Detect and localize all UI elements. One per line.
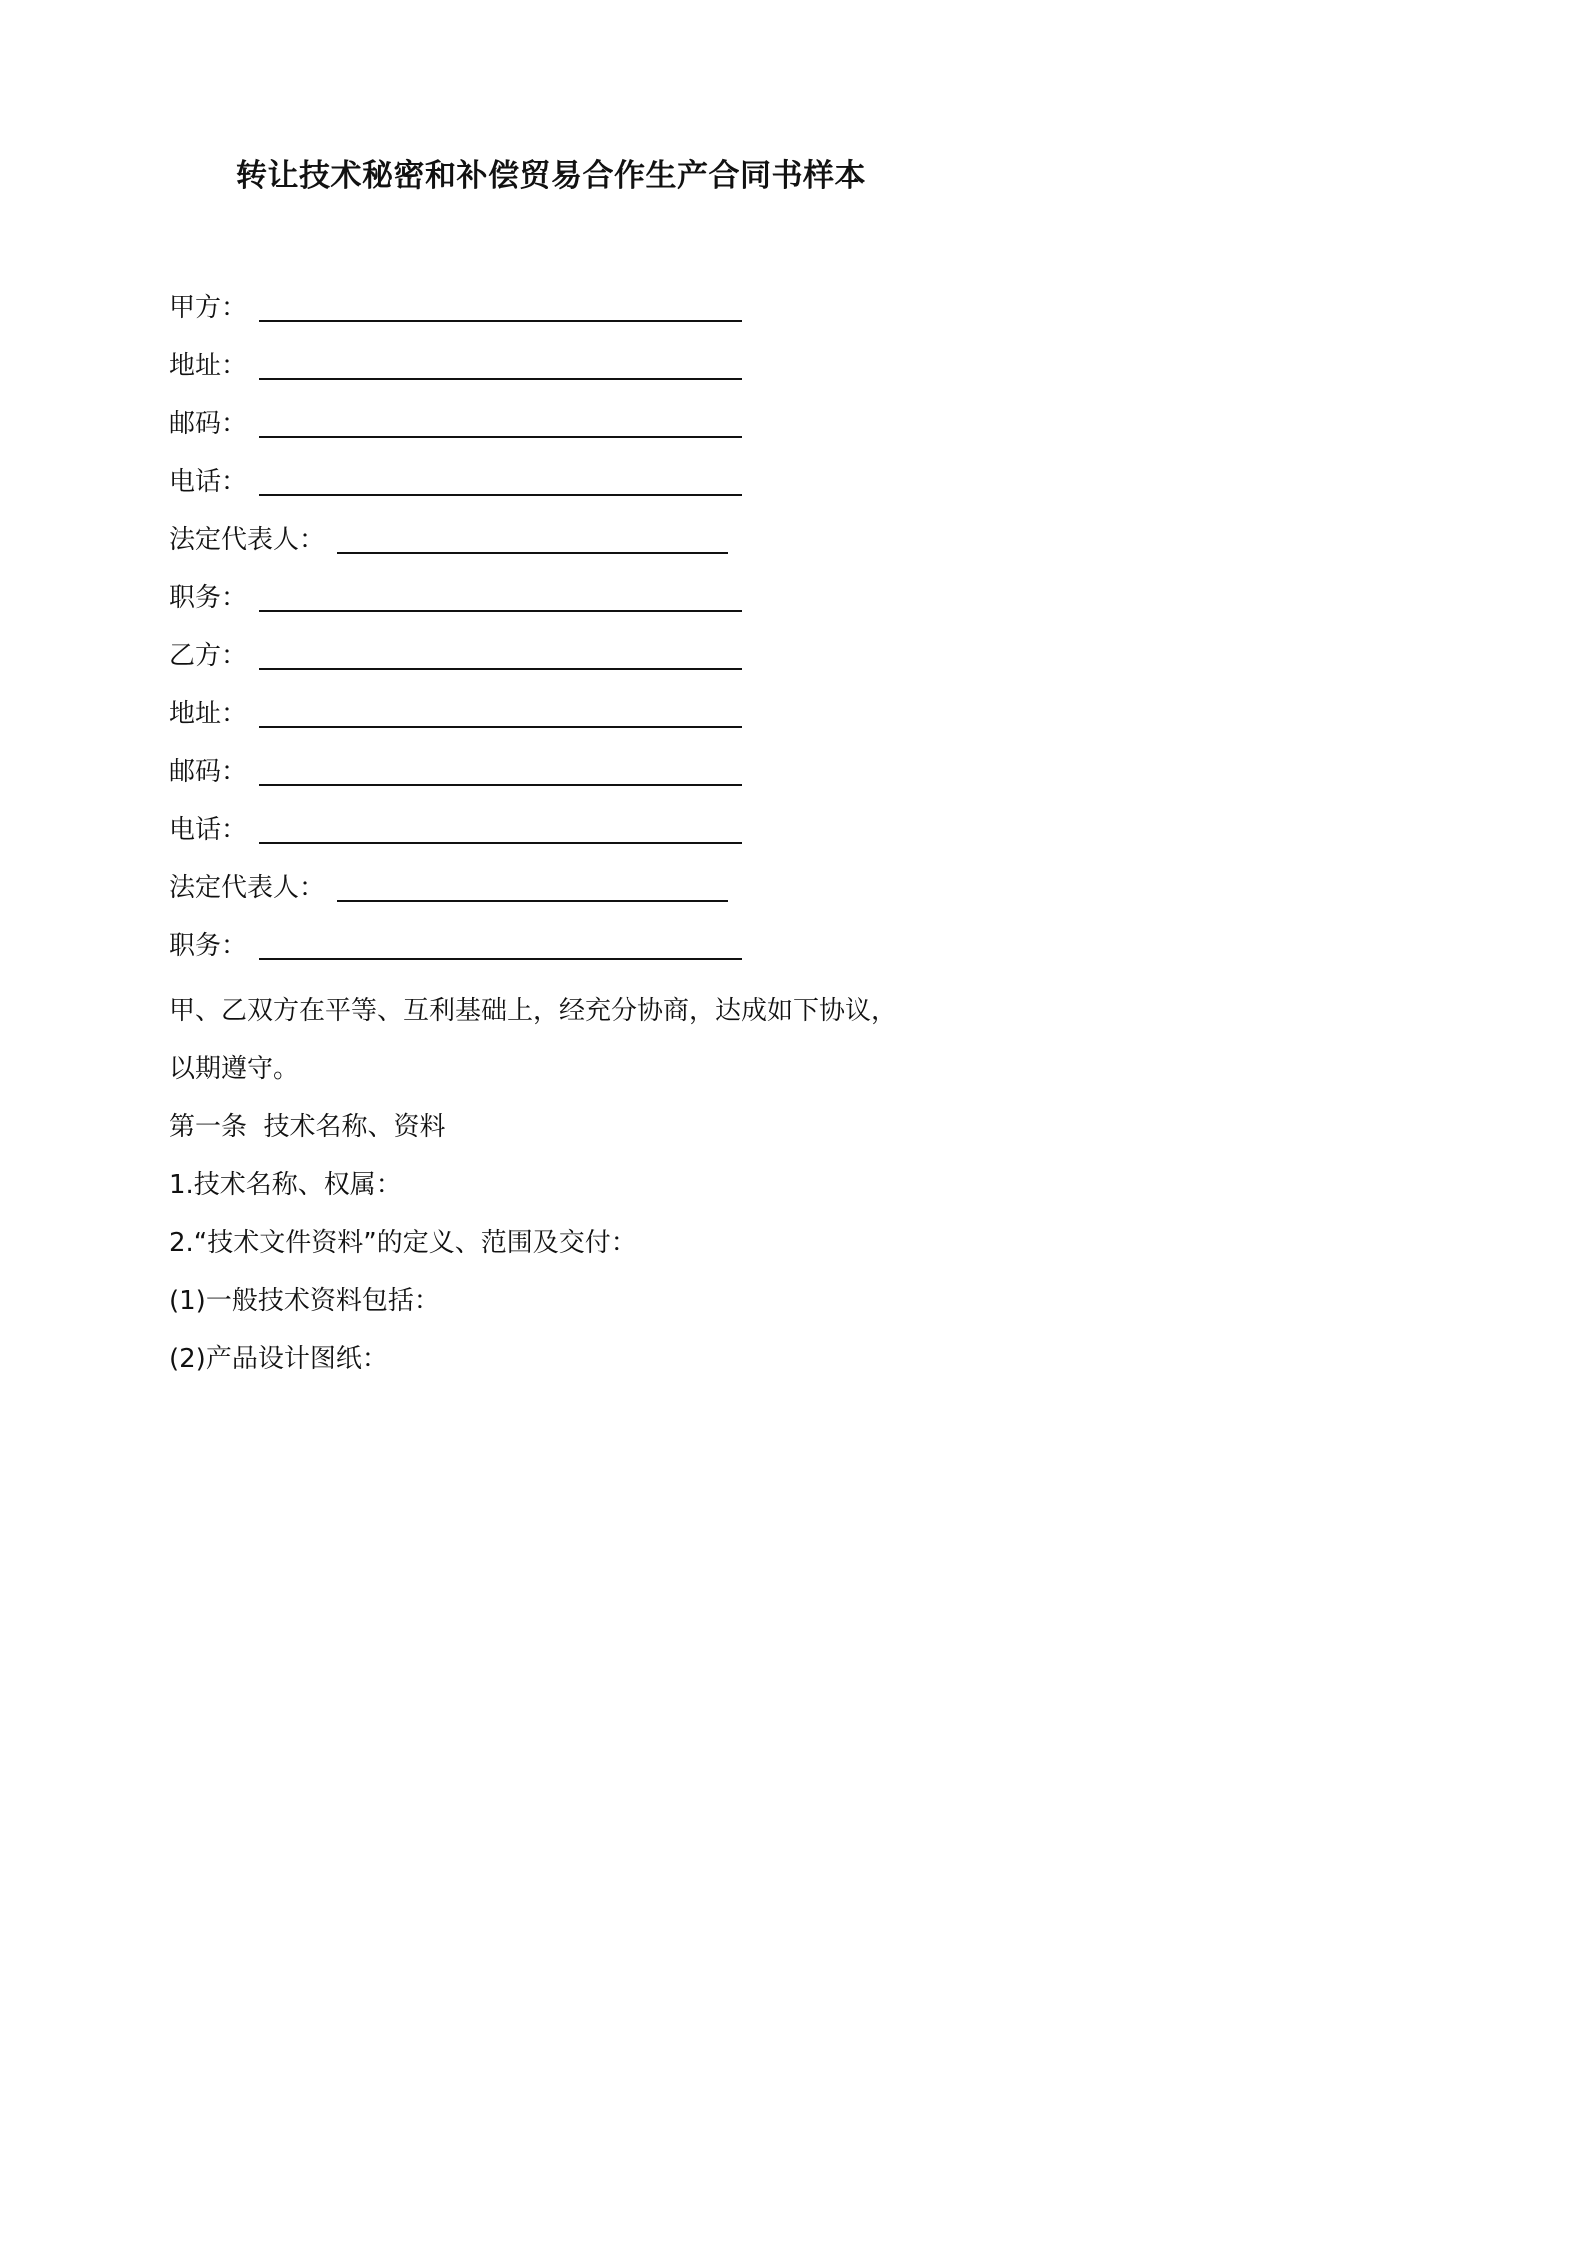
field-label: 甲方： xyxy=(169,293,248,323)
preamble-line-1: 甲、乙双方在平等、互利基础上，经充分协商，达成如下协议， xyxy=(169,996,898,1026)
article-1-sub-item-2: (2)产品设计图纸： xyxy=(169,1344,388,1374)
party-a-phone-blank[interactable] xyxy=(259,460,742,496)
field-label: 法定代表人： xyxy=(169,525,326,555)
party-a-address-line xyxy=(169,344,959,402)
party-b-postcode-blank[interactable] xyxy=(259,750,742,786)
party-b-postcode-line xyxy=(169,750,959,808)
party-a-representative-blank[interactable] xyxy=(337,518,728,554)
article-1-heading: 第一条 技术名称、资料 xyxy=(169,1112,446,1142)
party-b-phone-blank[interactable] xyxy=(259,808,742,844)
field-label: 职务： xyxy=(169,583,248,613)
party-a-name-blank[interactable] xyxy=(259,286,742,322)
party-b-address-blank[interactable] xyxy=(259,692,742,728)
field-label: 地址： xyxy=(169,699,248,729)
party-b-representative-blank[interactable] xyxy=(337,866,728,902)
party-b-representative-line xyxy=(169,866,959,924)
party-a-position-blank[interactable] xyxy=(259,576,742,612)
preamble-line-2: 以期遵守。 xyxy=(169,1054,300,1084)
party-a-name-line xyxy=(169,286,959,344)
field-label: 地址： xyxy=(169,351,248,381)
field-label: 电话： xyxy=(169,467,248,497)
party-b-position-line xyxy=(169,924,959,982)
field-label: 职务： xyxy=(169,931,248,961)
party-b-address-line xyxy=(169,692,959,750)
party-b-name-blank[interactable] xyxy=(259,634,742,670)
party-a-position-line xyxy=(169,576,959,634)
party-a-representative-line xyxy=(169,518,959,576)
document-body xyxy=(169,286,959,1388)
document-page xyxy=(0,0,1102,1559)
party-b-phone-line xyxy=(169,808,959,866)
field-label: 电话： xyxy=(169,815,248,845)
field-label: 法定代表人： xyxy=(169,873,326,903)
party-b-name-line xyxy=(169,634,959,692)
party-a-postcode-blank[interactable] xyxy=(259,402,742,438)
field-label: 邮码： xyxy=(169,757,248,787)
article-1-item-2: 2.“技术文件资料”的定义、范围及交付： xyxy=(169,1228,637,1258)
party-a-address-blank[interactable] xyxy=(259,344,742,380)
article-1-item-1: 1.技术名称、权属： xyxy=(169,1170,402,1200)
party-a-postcode-line xyxy=(169,402,959,460)
field-label: 乙方： xyxy=(169,641,248,671)
document-title: 转让技术秘密和补偿贸易合作生产合同书样本 xyxy=(236,158,866,194)
field-label: 邮码： xyxy=(169,409,248,439)
article-1-sub-item-1: (1)一般技术资料包括： xyxy=(169,1286,440,1316)
party-b-position-blank[interactable] xyxy=(259,924,742,960)
party-a-phone-line xyxy=(169,460,959,518)
